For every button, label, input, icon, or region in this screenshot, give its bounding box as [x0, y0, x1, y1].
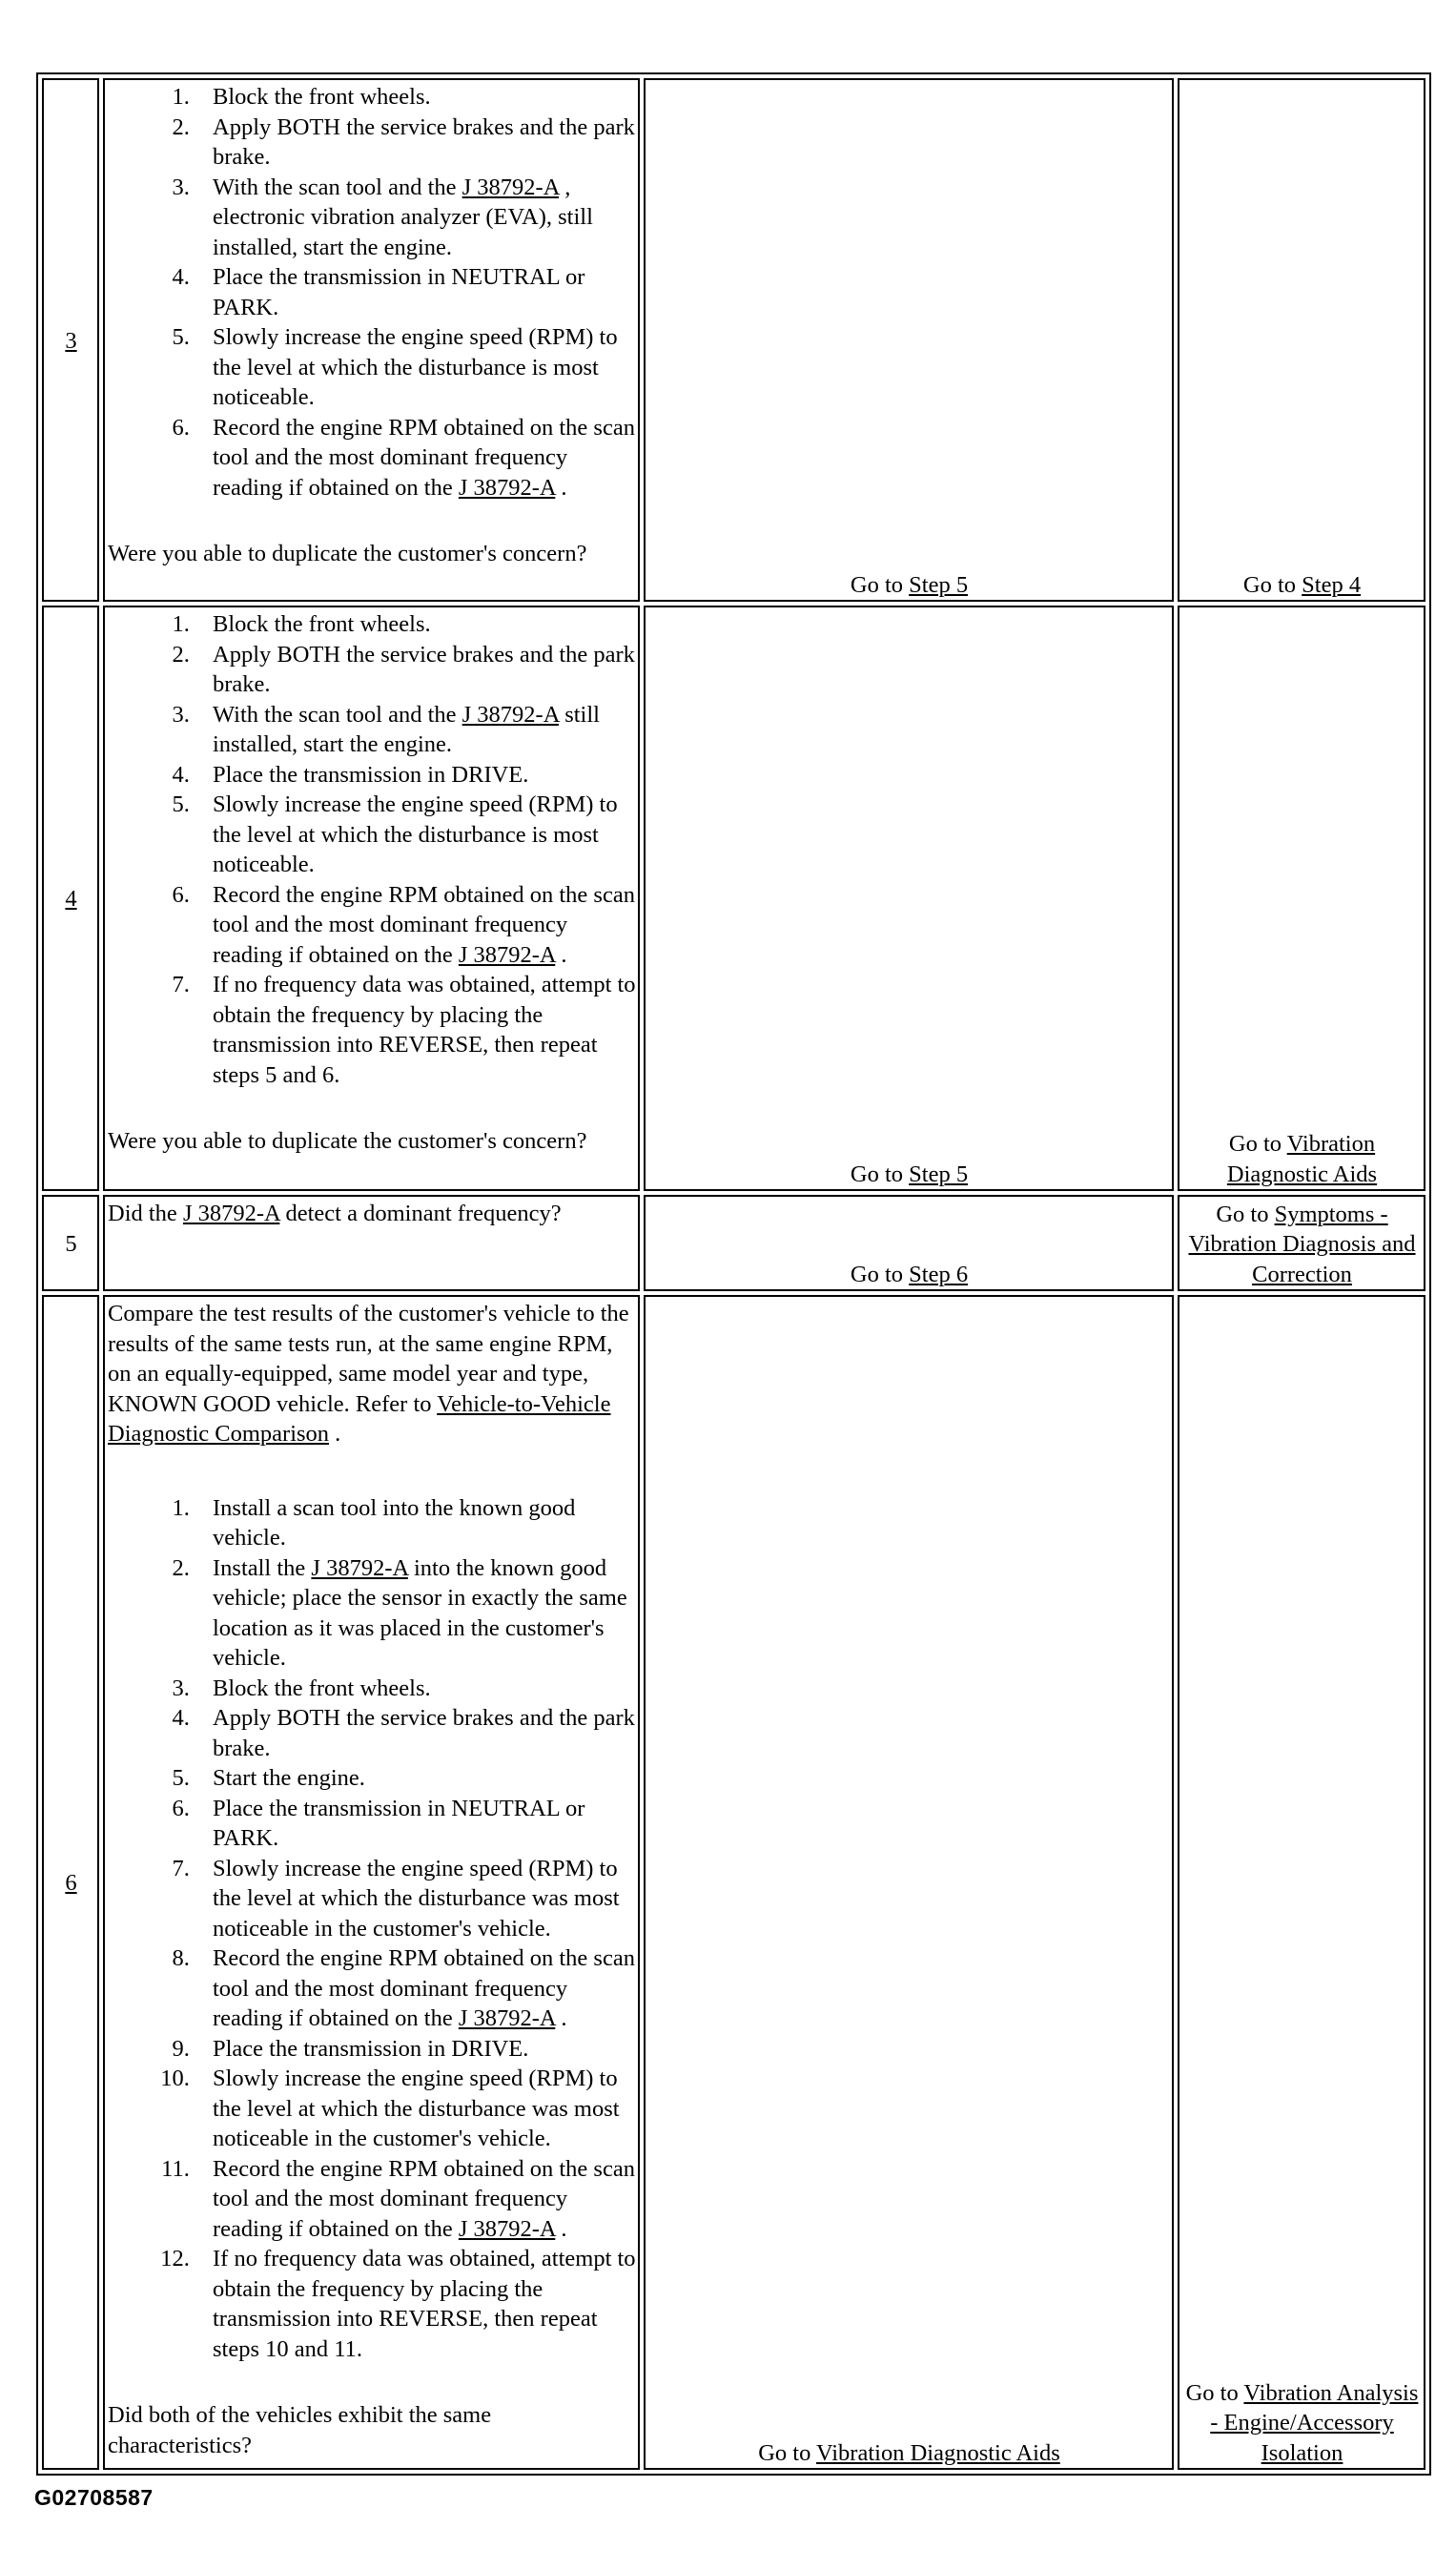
reference-link[interactable]: Step 6 [909, 1261, 969, 1287]
reference-link[interactable]: J 38792-A [182, 1201, 280, 1226]
step-number[interactable]: 6 [42, 1295, 99, 2470]
reference-link[interactable]: Step 4 [1302, 571, 1362, 598]
procedure-step: 7. Slowly increase the engine speed (RPM) to the level at which the disturbance was most noticeable in the customer's vehicle. [195, 1854, 636, 1944]
step-number[interactable]: 4 [42, 606, 99, 1191]
procedure-list [108, 609, 636, 1090]
reference-link[interactable]: J 38792-A [461, 701, 560, 728]
question-text: Were you able to duplicate the customer's concern? [108, 1128, 587, 1154]
procedure-step: 3. With the scan tool and the J 38792-A , electronic vibration analyzer (EVA), still installed, start the engine. [195, 173, 636, 263]
table-row [42, 1295, 1425, 2470]
question-text: Did both of the vehicles exhibit the same characteristics? [108, 2402, 492, 2458]
diagnostic-table-body [42, 78, 1425, 2470]
action-cell [103, 606, 640, 1191]
figure-id: G02708587 [34, 2485, 154, 2510]
reference-link[interactable]: Vibration Analysis - Engine/Accessory Isolation [1210, 2379, 1419, 2466]
procedure-step: 5. Slowly increase the engine speed (RPM) to the level at which the disturbance is most noticeable. [195, 322, 636, 413]
no-result-cell: Go to Step 4 [1178, 78, 1425, 602]
procedure-step: 5. Start the engine. [195, 1763, 636, 1794]
procedure-step: 12. If no frequency data was obtained, attempt to obtain the frequency by placing the transmission into REVERSE, then repeat steps 10 and 11. [195, 2244, 636, 2364]
procedure-step: 10. Slowly increase the engine speed (RPM) to the level at which the disturbance was most noticeable in the customer's vehicle. [195, 2064, 636, 2154]
procedure-step: 3. With the scan tool and the J 38792-A still installed, start the engine. [195, 700, 636, 760]
procedure-step: 9. Place the transmission in DRIVE. [195, 2034, 636, 2065]
reference-link[interactable]: Vehicle-to-Vehicle Diagnostic Comparison [108, 1390, 611, 1447]
yes-result-cell: Go to Step 5 [644, 606, 1174, 1191]
action-cell [103, 1195, 640, 1291]
procedure-step: 5. Slowly increase the engine speed (RPM) to the level at which the disturbance is most noticeable. [195, 790, 636, 880]
action-intro: Compare the test results of the customer's vehicle to the results of the same tests run, at the same engine RPM, on an equally-equipped, same model year and type, KNOWN GOOD vehicle. Refer to Vehicle-to-Vehicle Diagnostic Comparison . [108, 1301, 629, 1447]
reference-link[interactable]: J 38792-A [458, 2215, 556, 2242]
procedure-list [108, 1493, 636, 2365]
procedure-step: 7. If no frequency data was obtained, attempt to obtain the frequency by placing the transmission into REVERSE, then repeat steps 5 and 6. [195, 970, 636, 1090]
procedure-step: 6. Record the engine RPM obtained on the scan tool and the most dominant frequency reading if obtained on the J 38792-A . [195, 880, 636, 971]
reference-link[interactable]: J 38792-A [311, 1554, 408, 1581]
procedure-step: 6. Place the transmission in NEUTRAL or PARK. [195, 1794, 636, 1854]
procedure-step: 3. Block the front wheels. [195, 1674, 636, 1704]
action-cell [103, 78, 640, 602]
step-number[interactable]: 3 [42, 78, 99, 602]
no-result-cell: Go to Symptoms - Vibration Diagnosis and Correction [1178, 1195, 1425, 1291]
reference-link[interactable]: J 38792-A [458, 474, 556, 501]
procedure-step: 4. Apply BOTH the service brakes and the park brake. [195, 1703, 636, 1763]
diagnostic-table [36, 72, 1431, 2476]
reference-link[interactable]: Vibration Diagnostic Aids [1226, 1131, 1378, 1187]
reference-link[interactable]: Symptoms - Vibration Diagnosis and Correction [1188, 1201, 1416, 1287]
action-intro: Did the J 38792-A detect a dominant frequency? [108, 1201, 562, 1226]
no-result-cell: Go to Vibration Analysis - Engine/Accessory Isolation [1178, 1295, 1425, 2470]
procedure-step: 2. Apply BOTH the service brakes and the park brake. [195, 640, 636, 700]
table-row [42, 606, 1425, 1191]
table-row [42, 78, 1425, 602]
procedure-step: 2. Install the J 38792-A into the known good vehicle; place the sensor in exactly the same location as it was placed in the customer's vehicle. [195, 1553, 636, 1674]
procedure-list [108, 82, 636, 503]
reference-link[interactable]: Step 5 [909, 571, 969, 598]
procedure-step: 1. Block the front wheels. [195, 82, 636, 113]
reference-link[interactable]: Step 5 [909, 1161, 969, 1187]
yes-result-cell: Go to Step 6 [644, 1195, 1174, 1291]
action-cell [103, 1295, 640, 2470]
procedure-step: 11. Record the engine RPM obtained on the scan tool and the most dominant frequency reading if obtained on the J 38792-A . [195, 2154, 636, 2245]
reference-link[interactable]: Vibration Diagnostic Aids [816, 2439, 1060, 2466]
procedure-step: 8. Record the engine RPM obtained on the scan tool and the most dominant frequency reading if obtained on the J 38792-A . [195, 1943, 636, 2034]
reference-link[interactable]: J 38792-A [458, 2005, 556, 2031]
yes-result-cell: Go to Vibration Diagnostic Aids [644, 1295, 1174, 2470]
procedure-step: 1. Block the front wheels. [195, 609, 636, 640]
question-text: Were you able to duplicate the customer's concern? [108, 541, 587, 566]
procedure-step: 6. Record the engine RPM obtained on the scan tool and the most dominant frequency reading if obtained on the J 38792-A . [195, 413, 636, 504]
procedure-step: 4. Place the transmission in NEUTRAL or PARK. [195, 262, 636, 322]
procedure-step: 4. Place the transmission in DRIVE. [195, 760, 636, 791]
procedure-step: 2. Apply BOTH the service brakes and the park brake. [195, 113, 636, 173]
reference-link[interactable]: J 38792-A [458, 941, 556, 968]
yes-result-cell: Go to Step 5 [644, 78, 1174, 602]
reference-link[interactable]: J 38792-A [461, 174, 560, 200]
table-row [42, 1195, 1425, 1291]
step-number: 5 [42, 1195, 99, 1291]
procedure-step: 1. Install a scan tool into the known good vehicle. [195, 1493, 636, 1553]
no-result-cell: Go to Vibration Diagnostic Aids [1178, 606, 1425, 1191]
